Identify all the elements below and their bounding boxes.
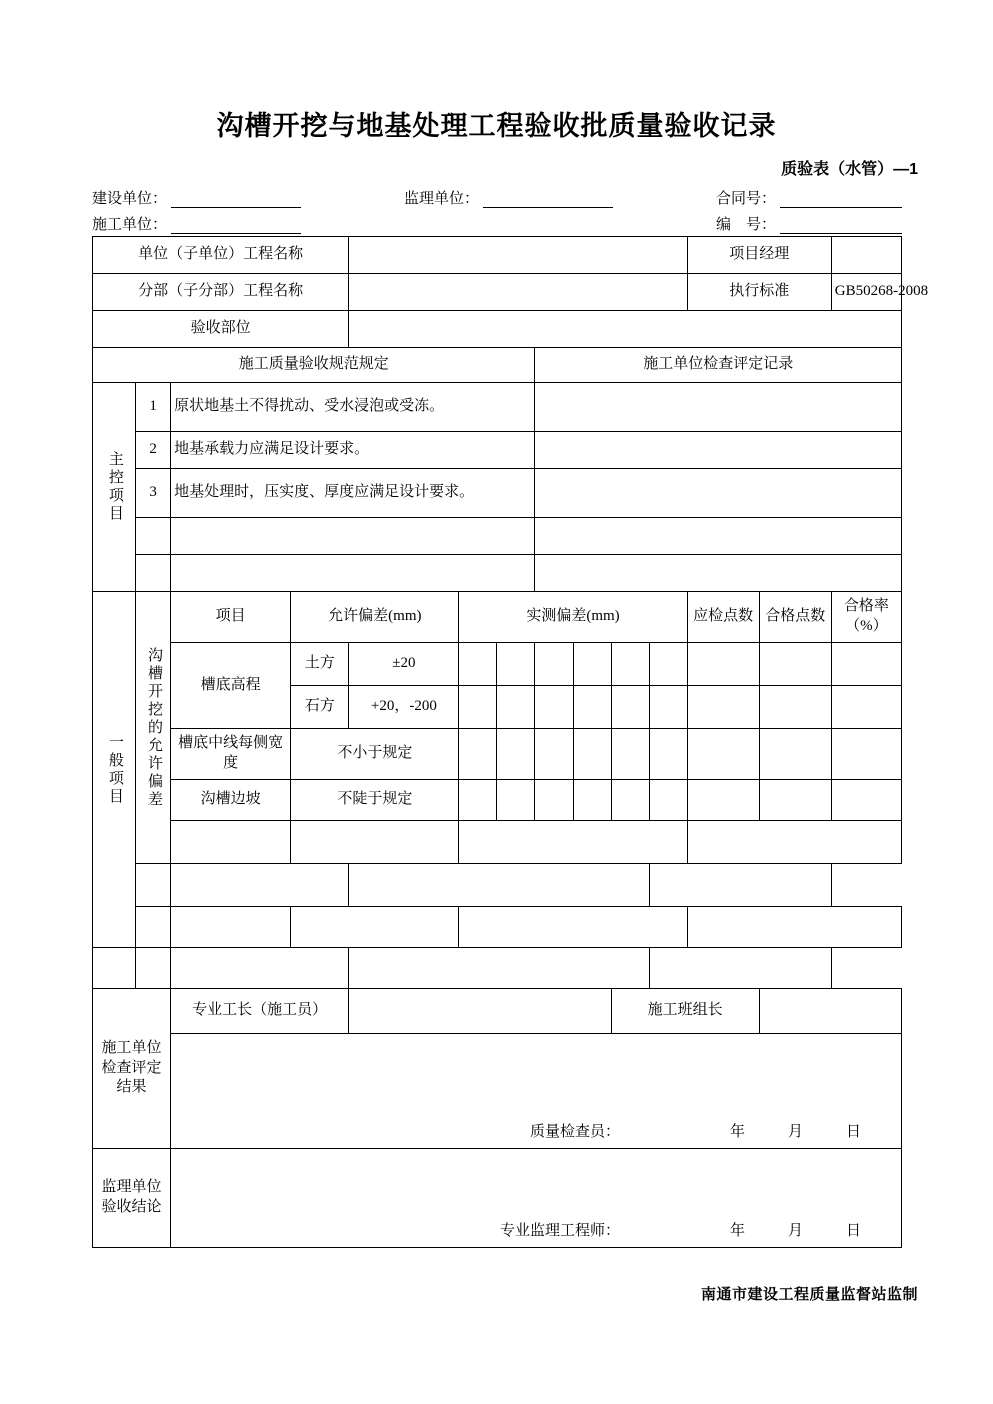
col-header-item: 项目 <box>171 592 291 643</box>
qualified-rate-cell[interactable] <box>831 780 901 821</box>
main-control-no <box>136 555 171 592</box>
points-cell[interactable] <box>649 948 831 989</box>
acceptance-part-label: 验收部位 <box>93 311 349 348</box>
measured-cell[interactable] <box>459 780 497 821</box>
general-item-name: 槽底中线每侧宽度 <box>171 729 291 780</box>
table-row <box>93 948 902 989</box>
main-control-record[interactable] <box>535 383 902 432</box>
general-item-name[interactable] <box>136 864 171 907</box>
contractor-record-header: 施工单位检查评定记录 <box>535 348 902 383</box>
table-row-contractor-result <box>93 1034 902 1149</box>
measured-cell[interactable] <box>649 643 687 686</box>
main-control-text[interactable] <box>171 518 535 555</box>
main-control-record[interactable] <box>535 469 902 518</box>
team-leader-label: 施工班组长 <box>611 989 759 1034</box>
main-control-label: 主控项目 <box>93 383 136 592</box>
contractor-unit-input[interactable] <box>171 219 301 234</box>
col-header-measured-deviation: 实测偏差(mm) <box>459 592 687 643</box>
general-item-allowed: 不陡于规定 <box>291 780 459 821</box>
general-item-allowed[interactable] <box>291 821 459 864</box>
col-header-qualified-points: 合格点数 <box>759 592 831 643</box>
division-project-value[interactable] <box>349 274 687 311</box>
general-item-allowed[interactable] <box>171 948 349 989</box>
main-control-text: 地基承载力应满足设计要求。 <box>171 432 535 469</box>
measured-cell[interactable] <box>611 686 649 729</box>
table-row-unit-project <box>93 237 902 274</box>
table-row <box>93 907 902 948</box>
unit-project-value[interactable] <box>349 237 687 274</box>
points-cell[interactable] <box>649 864 831 907</box>
supervision-unit-input[interactable] <box>483 193 613 208</box>
supervisor-conclusion-label: 监理单位验收结论 <box>93 1149 171 1248</box>
main-control-text: 地基处理时，压实度、厚度应满足设计要求。 <box>171 469 535 518</box>
measured-cell[interactable] <box>535 643 573 686</box>
required-points-cell[interactable] <box>687 729 759 780</box>
standard-value: GB50268-2008 <box>831 274 901 311</box>
main-control-record[interactable] <box>535 555 902 592</box>
measured-cell[interactable] <box>611 780 649 821</box>
general-item-name[interactable] <box>171 907 291 948</box>
supervisor-conclusion-value[interactable] <box>171 1149 902 1248</box>
contractor-unit-label: 施工单位： <box>92 217 168 233</box>
supervision-unit-field[interactable] <box>404 187 613 208</box>
qualified-points-cell[interactable] <box>759 643 831 686</box>
general-item-subtype: 土方 <box>291 643 349 686</box>
col-header-required-points: 应检点数 <box>687 592 759 643</box>
contract-no-label: 合同号： <box>716 191 777 207</box>
project-manager-value[interactable] <box>831 237 901 274</box>
main-control-no <box>136 518 171 555</box>
qualified-rate-cell[interactable] <box>831 729 901 780</box>
quality-inspector-label: 质量检查员： <box>529 1124 620 1141</box>
table-row-section-headers <box>93 348 902 383</box>
measured-cell[interactable] <box>649 780 687 821</box>
division-project-label: 分部（子分部）工程名称 <box>93 274 349 311</box>
general-item-allowed: +20，-200 <box>349 686 459 729</box>
measured-cell[interactable] <box>573 729 611 780</box>
measured-cell[interactable] <box>535 729 573 780</box>
measured-cell[interactable] <box>349 864 649 907</box>
general-items-label: 一般项目 <box>93 592 136 948</box>
unit-project-label: 单位（子单位）工程名称 <box>93 237 349 274</box>
table-row-general-headers <box>93 592 902 643</box>
acceptance-form-table <box>92 236 929 1248</box>
required-points-cell[interactable] <box>687 686 759 729</box>
date-placeholder[interactable]: 年 月 日 <box>729 1223 875 1240</box>
measured-cell[interactable] <box>459 643 497 686</box>
table-row <box>93 643 902 686</box>
required-points-cell[interactable] <box>687 780 759 821</box>
measured-cell[interactable] <box>459 729 497 780</box>
general-sub-blank[interactable] <box>93 948 136 989</box>
table-row <box>93 469 902 518</box>
table-row <box>93 729 902 780</box>
points-cell[interactable] <box>687 907 901 948</box>
serial-no-input[interactable] <box>780 219 902 234</box>
standard-label: 执行标准 <box>687 274 831 311</box>
contractor-unit-field[interactable] <box>92 213 301 234</box>
serial-no-field[interactable] <box>716 213 902 234</box>
table-row <box>93 518 902 555</box>
general-item-allowed[interactable] <box>291 907 459 948</box>
measured-cell[interactable] <box>649 686 687 729</box>
qualified-rate-cell[interactable] <box>831 643 901 686</box>
foreman-value[interactable] <box>349 989 611 1034</box>
measured-cell[interactable] <box>497 686 535 729</box>
table-row-acceptance-part <box>93 311 902 348</box>
contractor-result-label: 施工单位检查评定结果 <box>93 989 171 1149</box>
acceptance-part-value[interactable] <box>349 311 902 348</box>
general-item-subtype: 石方 <box>291 686 349 729</box>
qualified-points-cell[interactable] <box>759 780 831 821</box>
measured-cell[interactable] <box>459 821 687 864</box>
general-item-name[interactable] <box>136 948 171 989</box>
table-row-foreman <box>93 989 902 1034</box>
contract-no-input[interactable] <box>780 193 902 208</box>
general-items-sub-label: 沟槽开挖的允许偏差 <box>136 592 171 864</box>
table-row-division-project <box>93 274 902 311</box>
general-item-name[interactable] <box>171 821 291 864</box>
header-row-1 <box>92 182 902 208</box>
measured-cell[interactable] <box>573 780 611 821</box>
main-control-no: 1 <box>136 383 171 432</box>
supervisor-engineer-label: 专业监理工程师： <box>499 1223 620 1240</box>
measured-cell[interactable] <box>497 780 535 821</box>
table-row <box>93 780 902 821</box>
table-row <box>93 821 902 864</box>
construction-unit-field[interactable] <box>92 187 301 208</box>
measured-cell[interactable] <box>611 643 649 686</box>
measured-cell[interactable] <box>497 643 535 686</box>
main-control-text[interactable] <box>171 555 535 592</box>
measured-cell[interactable] <box>611 729 649 780</box>
general-item-allowed: ±20 <box>349 643 459 686</box>
required-points-cell[interactable] <box>687 643 759 686</box>
project-manager-label: 项目经理 <box>687 237 831 274</box>
measured-cell[interactable] <box>535 780 573 821</box>
team-leader-value[interactable] <box>759 989 901 1034</box>
header-fields <box>92 182 902 234</box>
quality-inspector-signature-line <box>171 1123 875 1143</box>
points-cell[interactable] <box>687 821 901 864</box>
supervisor-engineer-signature-line <box>171 1222 875 1242</box>
col-header-allowed-deviation: 允许偏差(mm) <box>291 592 459 643</box>
main-control-record[interactable] <box>535 518 902 555</box>
table-row <box>93 555 902 592</box>
contract-no-field[interactable] <box>716 187 902 208</box>
main-control-record[interactable] <box>535 432 902 469</box>
qualified-rate-cell[interactable] <box>831 686 901 729</box>
supervision-unit-label: 监理单位： <box>404 191 480 207</box>
table-row <box>93 432 902 469</box>
qualified-points-cell[interactable] <box>759 729 831 780</box>
page-title: 沟槽开挖与地基处理工程验收批质量验收记录 <box>216 111 777 141</box>
general-item-name: 槽底高程 <box>171 643 291 729</box>
measured-cell[interactable] <box>649 729 687 780</box>
main-control-no: 2 <box>136 432 171 469</box>
form-footer: 南通市建设工程质量监督站监制 <box>700 1286 918 1303</box>
general-sub-blank[interactable] <box>136 907 171 948</box>
measured-cell[interactable] <box>497 729 535 780</box>
table-row-supervisor-conclusion <box>93 1149 902 1248</box>
general-item-name: 沟槽边坡 <box>171 780 291 821</box>
measured-cell[interactable] <box>573 686 611 729</box>
main-control-no: 3 <box>136 469 171 518</box>
general-item-allowed: 不小于规定 <box>291 729 459 780</box>
measured-cell[interactable] <box>349 948 649 989</box>
contractor-result-value[interactable] <box>171 1034 902 1149</box>
header-row-2 <box>92 208 902 234</box>
measured-cell[interactable] <box>459 907 687 948</box>
measured-cell[interactable] <box>459 686 497 729</box>
measured-cell[interactable] <box>535 686 573 729</box>
col-header-qualified-rate: 合格率（%） <box>831 592 901 643</box>
serial-no-label: 编 号： <box>715 217 776 233</box>
foreman-label: 专业工长（施工员） <box>171 989 349 1034</box>
main-control-text: 原状地基土不得扰动、受水浸泡或受冻。 <box>171 383 535 432</box>
qualified-points-cell[interactable] <box>759 686 831 729</box>
spec-requirements-header: 施工质量验收规范规定 <box>93 348 535 383</box>
measured-cell[interactable] <box>573 643 611 686</box>
general-item-allowed[interactable] <box>171 864 349 907</box>
construction-unit-input[interactable] <box>171 193 301 208</box>
form-code: 质验表（水管）—1 <box>781 161 918 178</box>
table-row <box>93 383 902 432</box>
date-placeholder[interactable]: 年 月 日 <box>729 1124 875 1141</box>
table-row <box>93 864 902 907</box>
construction-unit-label: 建设单位： <box>92 191 168 207</box>
